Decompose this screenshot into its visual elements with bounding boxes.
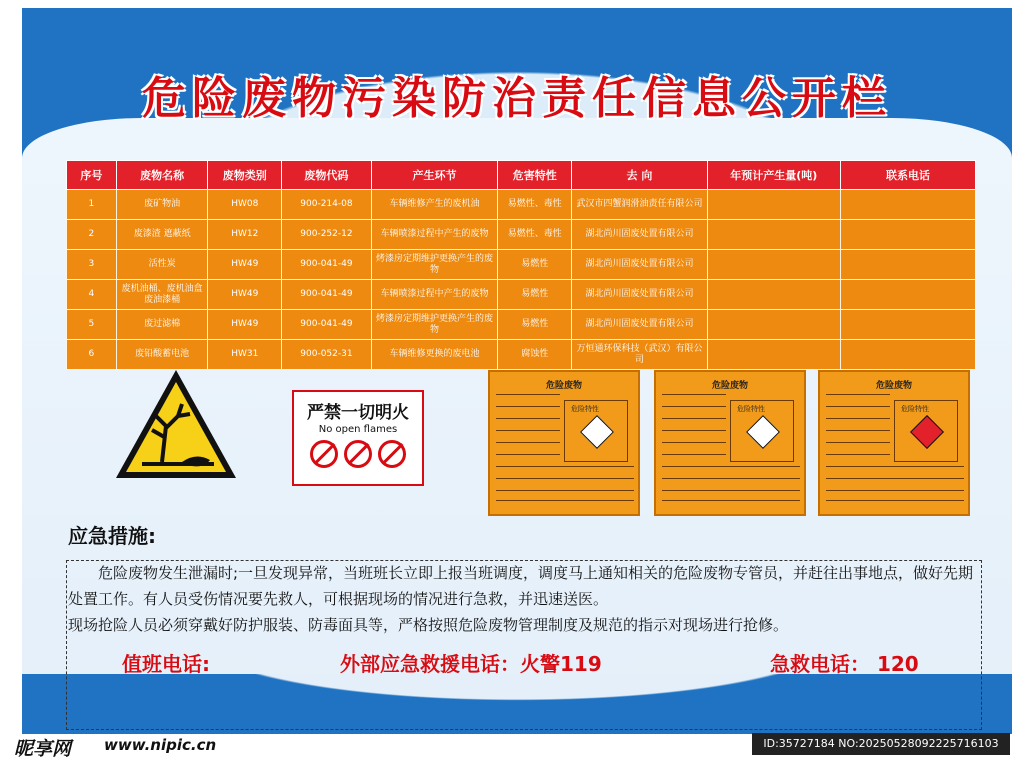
header-cell: 废物代码 <box>282 161 372 190</box>
label-line <box>826 466 964 467</box>
table-cell: 易燃性 <box>498 280 572 310</box>
label-line <box>662 418 726 419</box>
table-cell <box>840 340 975 370</box>
no-flame-label-en: No open flames <box>318 424 398 435</box>
label-line <box>496 500 634 501</box>
hazard-property-box <box>564 400 628 462</box>
label-line <box>826 478 964 479</box>
table-cell: 900-214-08 <box>282 190 372 220</box>
no-flame-label-cn: 严禁一切明火 <box>307 403 409 423</box>
hazardous-waste-label <box>818 370 970 516</box>
table-cell: 烤漆房定期维护更换产生的废物 <box>371 310 497 340</box>
label-line <box>662 394 726 395</box>
table-cell: 车辆喷漆过程中产生的废物 <box>371 220 497 250</box>
table-row <box>67 250 976 280</box>
table-cell <box>840 190 975 220</box>
table-cell: 900-041-49 <box>282 310 372 340</box>
table-cell <box>840 280 975 310</box>
label-line <box>662 500 800 501</box>
hazard-property-box <box>730 400 794 462</box>
table-cell <box>840 220 975 250</box>
table-cell: HW31 <box>208 340 282 370</box>
table-cell: 900-252-12 <box>282 220 372 250</box>
external-rescue-phone: 外部应急救援电话：火警119 <box>340 652 602 676</box>
hazardous-waste-label <box>654 370 806 516</box>
watermark-url: www.nipic.cn <box>104 736 217 754</box>
table-cell: HW12 <box>208 220 282 250</box>
label-line <box>826 430 890 431</box>
table-cell: 易燃性、毒性 <box>498 190 572 220</box>
label-line <box>662 466 800 467</box>
table-cell: HW08 <box>208 190 282 220</box>
table-cell: 900-041-49 <box>282 250 372 280</box>
emergency-text <box>68 560 978 638</box>
header-cell: 危害特性 <box>498 161 572 190</box>
label-line <box>662 478 800 479</box>
table-row <box>67 220 976 250</box>
table-cell: 900-041-49 <box>282 280 372 310</box>
no-open-flames-sign <box>292 390 424 486</box>
table-cell: 废漆渣 遮蔽纸 <box>116 220 208 250</box>
page-title: 危险废物污染防治责任信息公开栏 <box>142 73 892 124</box>
hazard-diamond-icon <box>746 415 780 449</box>
label-line <box>496 430 560 431</box>
table-cell: 武汉市四蟹润滑油责任有限公司 <box>572 190 707 220</box>
table-row <box>67 280 976 310</box>
table-cell: 900-052-31 <box>282 340 372 370</box>
table-cell <box>707 190 840 220</box>
label-line <box>496 418 560 419</box>
label-line <box>662 406 726 407</box>
environment-hazard-icon <box>112 366 240 484</box>
table-cell: 活性炭 <box>116 250 208 280</box>
table-cell <box>707 280 840 310</box>
table-row <box>67 340 976 370</box>
table-cell: 车辆喷漆过程中产生的废物 <box>371 280 497 310</box>
header-cell: 序号 <box>67 161 117 190</box>
no-smoking-icon <box>378 440 406 468</box>
label-line <box>826 500 964 501</box>
hazard-property-box <box>894 400 958 462</box>
label-title: 危险废物 <box>545 381 582 391</box>
hazard-property-label: 危险特性 <box>901 405 929 413</box>
table-cell: 废铅酸蓄电池 <box>116 340 208 370</box>
no-flame-icon <box>344 440 372 468</box>
label-line <box>496 490 634 491</box>
header-cell: 联系电话 <box>840 161 975 190</box>
table-cell: 3 <box>67 250 117 280</box>
table-cell: 湖北尚川固废处置有限公司 <box>572 220 707 250</box>
table-row <box>67 190 976 220</box>
hazard-property-label: 危险特性 <box>737 405 765 413</box>
table-cell: 1 <box>67 190 117 220</box>
table-cell: HW49 <box>208 250 282 280</box>
header-cell: 年预计产生量(吨) <box>707 161 840 190</box>
table-header-row <box>67 161 976 190</box>
table-cell: 5 <box>67 310 117 340</box>
waste-table <box>66 160 976 370</box>
label-line <box>496 394 560 395</box>
table-cell: 废矿物油 <box>116 190 208 220</box>
label-line <box>496 442 560 443</box>
table-cell: 腐蚀性 <box>498 340 572 370</box>
label-line <box>826 454 890 455</box>
table-cell <box>707 310 840 340</box>
emergency-paragraph-1: 危险废物发生泄漏时;一旦发现异常，当班班长立即上报当班调度，调度马上通知相关的危险废物专管员，并赶往出事地点，做好先期处置工作。有人员受伤情况要先救人，可根据现场的情况进行急救，并迅速送医。 <box>68 564 974 608</box>
table-cell: 烤漆房定期维护更换产生的废物 <box>371 250 497 280</box>
duty-phone: 值班电话: <box>122 652 210 676</box>
table-cell: 万恒通环保科技（武汉）有限公司 <box>572 340 707 370</box>
emergency-paragraph-2: 现场抢险人员必须穿戴好防护服装、防毒面具等，严格按照危险废物管理制度及规范的指示对现场进行抢修。 <box>68 616 789 634</box>
hazard-diamond-icon <box>910 415 944 449</box>
ambulance-phone: 急救电话： 120 <box>770 652 919 676</box>
label-line <box>662 490 800 491</box>
table-cell <box>840 250 975 280</box>
label-line <box>662 442 726 443</box>
label-line <box>662 454 726 455</box>
header-cell: 废物名称 <box>116 161 208 190</box>
hazardous-waste-label <box>488 370 640 516</box>
emergency-heading: 应急措施: <box>68 524 156 548</box>
hazard-diamond-icon <box>580 415 614 449</box>
table-cell: 废过滤棉 <box>116 310 208 340</box>
watermark-id: ID:35727184 NO:20250528092225716103 <box>752 733 1010 755</box>
header-cell: 产生环节 <box>371 161 497 190</box>
label-line <box>496 454 560 455</box>
table-cell: 废机油桶、废机油盒 废油漆桶 <box>116 280 208 310</box>
table-cell: 车辆维修更换的废电池 <box>371 340 497 370</box>
label-line <box>826 394 890 395</box>
label-line <box>826 418 890 419</box>
header-cell: 去 向 <box>572 161 707 190</box>
table-cell <box>707 340 840 370</box>
table-cell: HW49 <box>208 310 282 340</box>
table-cell <box>707 250 840 280</box>
table-cell: 易燃性 <box>498 310 572 340</box>
table-cell: 4 <box>67 280 117 310</box>
label-line <box>826 442 890 443</box>
table-cell: 湖北尚川固废处置有限公司 <box>572 250 707 280</box>
table-cell: 易燃性、毒性 <box>498 220 572 250</box>
table-cell: 湖北尚川固废处置有限公司 <box>572 280 707 310</box>
header-cell: 废物类别 <box>208 161 282 190</box>
label-title: 危险废物 <box>875 381 912 391</box>
table-cell: 6 <box>67 340 117 370</box>
label-line <box>826 406 890 407</box>
table-cell: 车辆维修产生的废机油 <box>371 190 497 220</box>
label-line <box>662 430 726 431</box>
table-cell: 2 <box>67 220 117 250</box>
table-row <box>67 310 976 340</box>
watermark-logo: 昵享网 <box>14 738 72 760</box>
label-line <box>826 490 964 491</box>
table-cell: 易燃性 <box>498 250 572 280</box>
no-fire-icon <box>310 440 338 468</box>
table-cell <box>840 310 975 340</box>
table-cell: HW49 <box>208 280 282 310</box>
table-cell: 湖北尚川固废处置有限公司 <box>572 310 707 340</box>
label-line <box>496 406 560 407</box>
label-line <box>496 466 634 467</box>
hazard-property-label: 危险特性 <box>571 405 599 413</box>
label-title: 危险废物 <box>711 381 748 391</box>
label-line <box>496 478 634 479</box>
table-cell <box>707 220 840 250</box>
